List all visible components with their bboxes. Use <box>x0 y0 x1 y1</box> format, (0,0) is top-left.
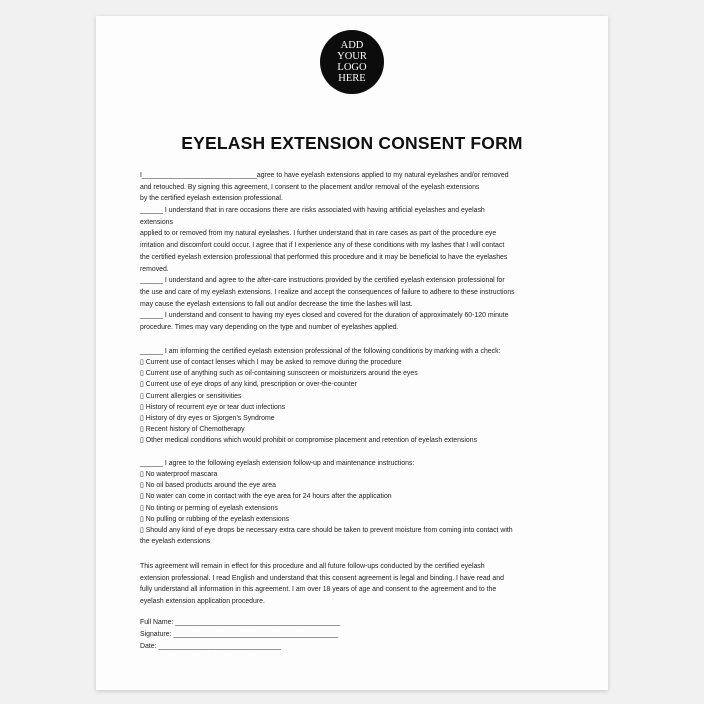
agreement-line: extensions <box>140 218 173 226</box>
page-title: EYELASH EXTENSION CONSENT FORM <box>181 133 523 153</box>
agreement-line: irritation and discomfort could occur. I agree that if I experience any of these conditions with my lashes that I will contact <box>140 242 505 250</box>
checkbox-item: ▯ Current use of anything such as oil-containing sunscreen or moisturizers around the eyes <box>140 370 418 378</box>
signature-field: Signature: ___________________________________________ <box>140 631 339 638</box>
checkbox-item: ▯ No waterproof mascara <box>140 471 218 479</box>
closing-line: eyelash extension application procedure. <box>140 598 265 606</box>
checkbox-item: ▯ Current allergies or sensitivities <box>140 392 242 400</box>
checkbox-item: ▯ No pulling or rubbing of the eyelash extensions <box>140 515 289 523</box>
agreement-line: the certified eyelash extension professional that performed this procedure and it may be beneficial to have the eyelashes <box>140 253 508 261</box>
checkbox-item: ▯ No tinting or perming of eyelash extensions <box>140 504 278 512</box>
checkbox-item: ▯ No water can come in contact with the eye area for 24 hours after the application <box>140 493 392 501</box>
agreement-line: may cause the eyelash extensions to fall out and/or decrease the time the lashes will last. <box>140 300 413 308</box>
agreement-line: and retouched. By signing this agreement, I consent to the placement and/or removal of the eyelash extensions <box>140 183 480 191</box>
signature-fields <box>140 617 580 653</box>
agreement-line: ______ I understand and agree to the after-care instructions provided by the certified eyelash extension professional for <box>140 277 505 285</box>
closing-line: extension professional. I read English and understand that this consent agreement is legal and binding. I have read and <box>140 574 504 582</box>
checkbox-item: ▯ Should any kind of eye drops be necessary extra care should be taken to prevent moisture from coming into contact with <box>140 526 513 534</box>
agreement-line: the use and care of my eyelash extensions. I realize and accept the consequences of failure to adhere to these instructions <box>140 288 515 296</box>
closing-line: fully understand all information in this agreement. I am over 18 years of age and consent to the agreement and to the <box>140 586 497 594</box>
checkbox-item: ▯ Recent history of Chemotherapy <box>140 425 245 433</box>
agreement-line: ______ I understand that in rare occasions there are risks associated with having artificial eyelashes and eyelash <box>140 207 485 215</box>
agreement-line: I______________________________agree to have eyelash extensions applied to my natural eyelashes and/or removed <box>140 172 509 179</box>
agreement-paragraphs <box>140 170 580 334</box>
conditions-checklist <box>140 346 580 446</box>
agreement-line: ______ I understand and consent to having my eyes closed and covered for the duration of approximately 60-120 minute <box>140 312 509 320</box>
signature-field: Date: ________________________________ <box>140 643 282 650</box>
agreement-line: by the certified eyelash extension professional. <box>140 195 283 203</box>
checkbox-item: ▯ Current use of eye drops of any kind, prescription or over-the-counter <box>140 381 357 389</box>
aftercare-checklist <box>140 458 580 547</box>
closing-line: This agreement will remain in effect for this procedure and all future follow-ups conducted by the certified eyelash <box>140 563 485 570</box>
conditions-intro: ______ I am informing the certified eyelash extension professional of the following conditions by marking with a check: <box>140 348 501 355</box>
checkbox-item: ▯ History of recurrent eye or tear duct infections <box>140 403 286 411</box>
checkbox-item: ▯ Other medical conditions which would prohibit or compromise placement and retention of eyelash extensions <box>140 437 478 445</box>
agreement-line: removed. <box>140 265 169 273</box>
logo-placeholder: ADD YOUR LOGO HERE <box>320 30 384 94</box>
aftercare-intro: ______ I agree to the following eyelash extension follow-up and maintenance instructions: <box>140 460 415 467</box>
checkbox-item: the eyelash extensions <box>140 537 211 545</box>
checkbox-item: ▯ Current use of contact lenses which I may be asked to remove during the procedure <box>140 359 402 367</box>
agreement-line: applied to or removed from my natural eyelashes. I further understand that in rare cases as part of the procedure eye <box>140 230 497 238</box>
agreement-line: procedure. Times may vary depending on the type and number of eyelashes applied. <box>140 323 399 331</box>
signature-field: Full Name: ___________________________________________ <box>140 619 341 626</box>
checkbox-item: ▯ History of dry eyes or Sjorgen's Syndrome <box>140 414 275 422</box>
checkbox-item: ▯ No oil based products around the eye area <box>140 482 276 490</box>
closing-paragraph <box>140 561 580 608</box>
